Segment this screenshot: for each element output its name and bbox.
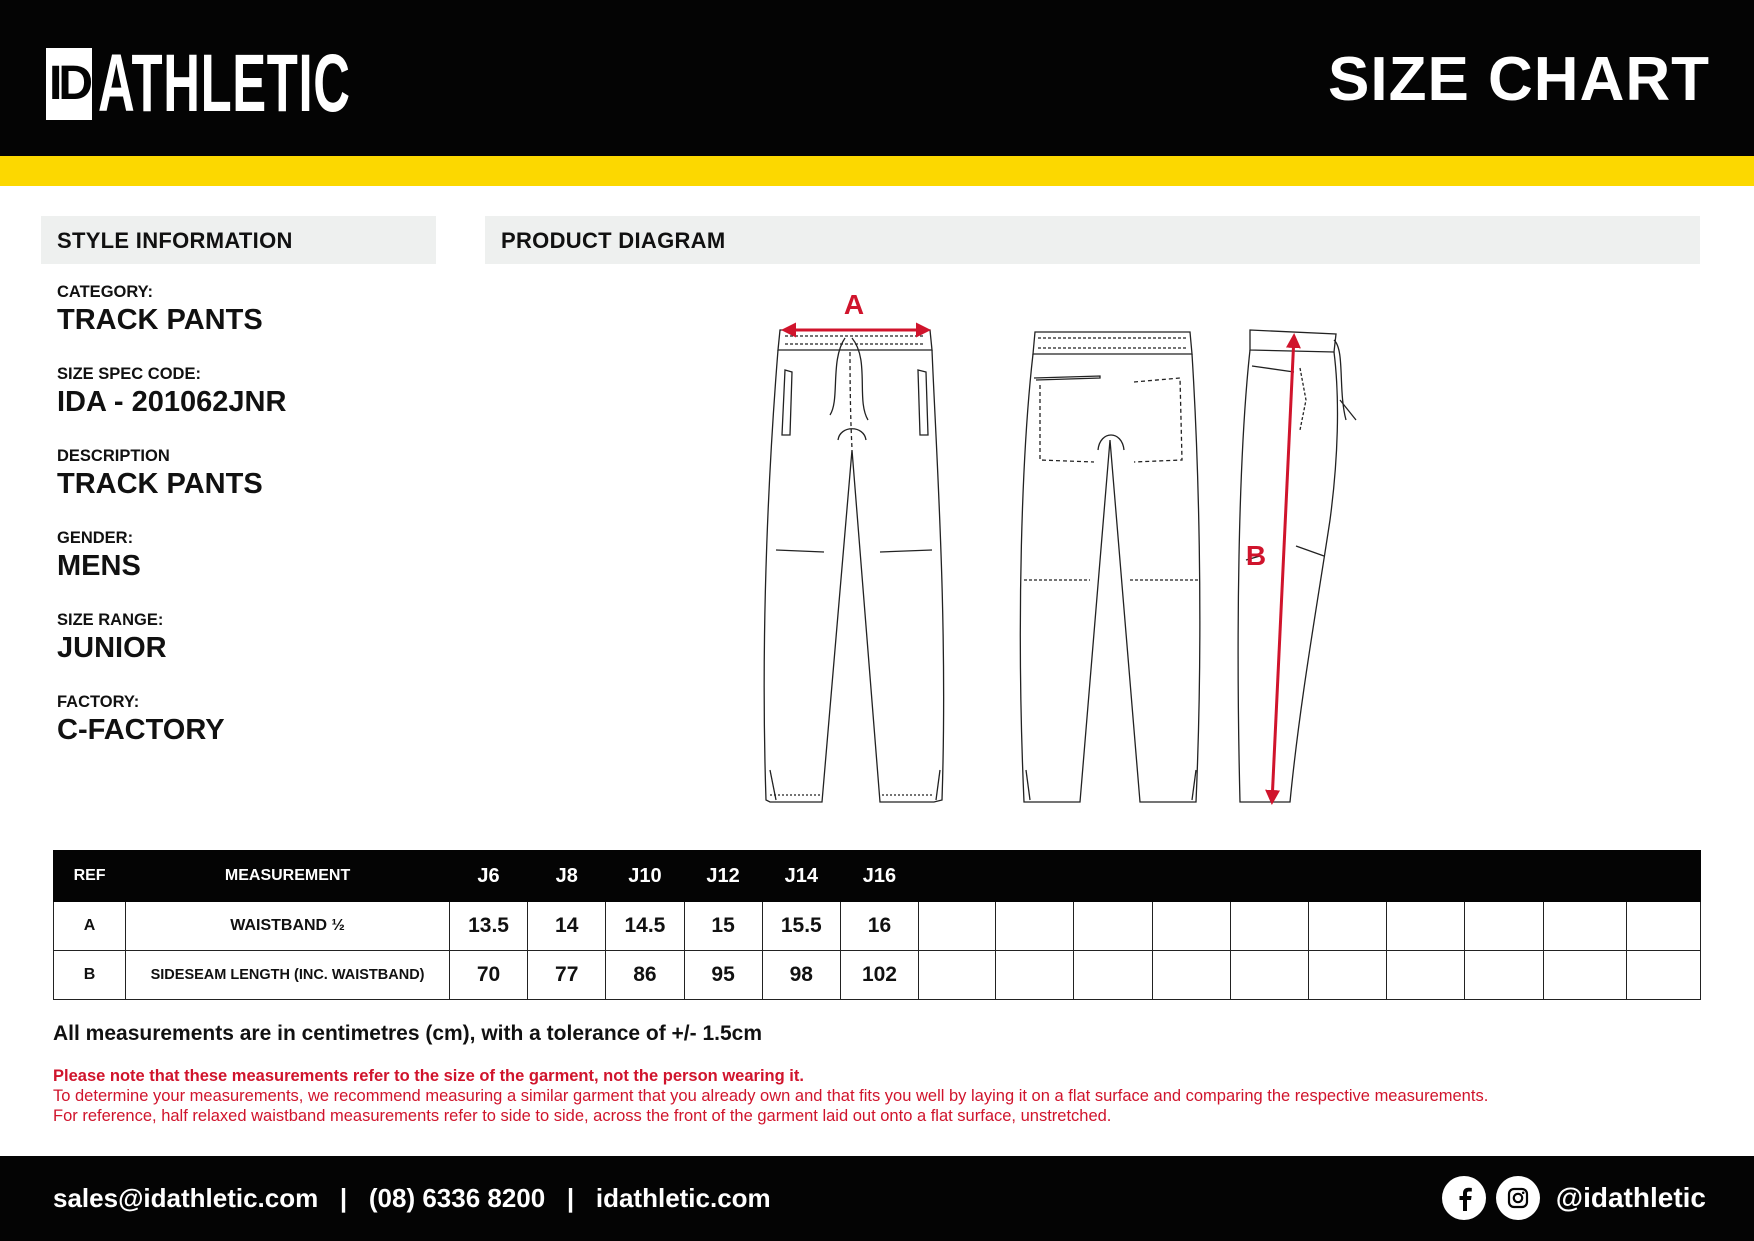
info-value: C-FACTORY: [57, 714, 225, 746]
size-value: 102: [840, 951, 918, 1000]
contact-line: sales@idathletic.com | (08) 6336 8200 | idathletic.com: [53, 1183, 771, 1213]
header-empty: [1465, 851, 1543, 902]
header-size: J6: [449, 851, 527, 902]
empty-cell: [1465, 902, 1543, 951]
back-pants-drawing: [1020, 332, 1200, 802]
info-label: FACTORY:: [57, 693, 140, 711]
logo-mark: ID: [46, 48, 92, 120]
footer-bar: [0, 1156, 1754, 1241]
size-value: 14: [528, 902, 606, 951]
logo-wordmark: ATHLETIC: [98, 38, 351, 129]
header-size: J8: [528, 851, 606, 902]
header-empty: [1309, 851, 1387, 902]
info-value: TRACK PANTS: [57, 304, 263, 336]
empty-cell: [1387, 902, 1465, 951]
product-diagram: [740, 282, 1360, 822]
header-empty: [1074, 851, 1152, 902]
size-value: 95: [684, 951, 762, 1000]
size-value: 98: [762, 951, 840, 1000]
style-information-heading: STYLE INFORMATION: [57, 228, 293, 253]
row-measurement: SIDESEAM LENGTH (INC. WAISTBAND): [126, 951, 450, 1000]
header-empty: [1543, 851, 1626, 902]
empty-cell: [919, 951, 996, 1000]
info-description: [57, 446, 437, 501]
size-value: 16: [840, 902, 918, 951]
header-ref: REF: [54, 851, 126, 902]
marker-a-label: A: [843, 289, 865, 320]
header-size: J12: [684, 851, 762, 902]
yellow-stripe: [0, 156, 1754, 186]
empty-cell: [1309, 951, 1387, 1000]
size-value: 70: [449, 951, 527, 1000]
info-factory: [57, 692, 437, 747]
size-value: 86: [606, 951, 684, 1000]
empty-cell: [1626, 951, 1700, 1000]
size-value: 15: [684, 902, 762, 951]
row-measurement: WAISTBAND ½: [126, 902, 450, 951]
info-value: MENS: [57, 550, 141, 582]
empty-cell: [1230, 951, 1308, 1000]
empty-cell: [1543, 902, 1626, 951]
social-handle[interactable]: @idathletic: [1555, 1182, 1706, 1213]
empty-cell: [1543, 951, 1626, 1000]
empty-cell: [919, 902, 996, 951]
empty-cell: [1309, 902, 1387, 951]
size-value: 14.5: [606, 902, 684, 951]
empty-cell: [1387, 951, 1465, 1000]
header-empty: [1230, 851, 1308, 902]
measurement-b-arrow: [1272, 336, 1294, 802]
measurement-notes: [53, 1066, 1713, 1126]
empty-cell: [996, 902, 1074, 951]
size-value: 15.5: [762, 902, 840, 951]
info-size-spec-code: [57, 364, 437, 419]
table-header-row: [54, 851, 1701, 902]
info-label: CATEGORY:: [57, 283, 153, 301]
front-pants-drawing: [764, 330, 943, 802]
header-empty: [1152, 851, 1230, 902]
measuring-advice: To determine your measurements, we recommend measuring a similar garment that you already own and that fits you well by laying it on a flat surface and comparing the respective measurements.: [53, 1087, 1489, 1105]
style-information-header: [41, 216, 436, 264]
size-value: 13.5: [449, 902, 527, 951]
garment-warning: Please note that these measurements refer to the size of the garment, not the person wearing it.: [53, 1067, 804, 1085]
info-category: [57, 282, 437, 337]
size-value: 77: [528, 951, 606, 1000]
instagram-icon[interactable]: [1496, 1176, 1540, 1220]
empty-cell: [1074, 902, 1152, 951]
empty-cell: [1152, 902, 1230, 951]
row-ref: B: [54, 951, 126, 1000]
empty-cell: [1230, 902, 1308, 951]
table-row: [54, 902, 1701, 951]
table-row: [54, 951, 1701, 1000]
id-athletic-logo: [46, 38, 505, 129]
units-note: All measurements are in centimetres (cm), with a tolerance of +/- 1.5cm: [53, 1022, 763, 1045]
header-empty: [996, 851, 1074, 902]
empty-cell: [1465, 951, 1543, 1000]
facebook-icon[interactable]: [1442, 1176, 1486, 1220]
info-label: SIZE SPEC CODE:: [57, 365, 201, 383]
header-empty: [919, 851, 996, 902]
size-table: [53, 850, 1701, 1000]
info-label: DESCRIPTION: [57, 447, 170, 465]
info-value: JUNIOR: [57, 632, 167, 664]
empty-cell: [1626, 902, 1700, 951]
header-size: J16: [840, 851, 918, 902]
info-size-range: [57, 610, 437, 665]
header-bar: [0, 0, 1754, 156]
header-size: J14: [762, 851, 840, 902]
empty-cell: [996, 951, 1074, 1000]
empty-cell: [1074, 951, 1152, 1000]
product-diagram-header: [485, 216, 1700, 264]
info-label: SIZE RANGE:: [57, 611, 164, 629]
page-title: SIZE CHART: [1328, 45, 1710, 114]
header-empty: [1387, 851, 1465, 902]
header-empty: [1626, 851, 1700, 902]
header-measurement: MEASUREMENT: [126, 851, 450, 902]
social-links: [1442, 1176, 1706, 1220]
header-size: J10: [606, 851, 684, 902]
phone-number[interactable]: (08) 6336 8200: [368, 1183, 546, 1213]
info-value: TRACK PANTS: [57, 468, 263, 500]
info-value: IDA - 201062JNR: [57, 386, 287, 418]
website-link[interactable]: idathletic.com: [595, 1183, 771, 1213]
product-diagram-heading: PRODUCT DIAGRAM: [501, 228, 726, 253]
style-information-list: [57, 282, 437, 774]
waistband-reference: For reference, half relaxed waistband measurements refer to side to side, across the front of the garment laid out onto a flat surface, unstretched.: [53, 1107, 1112, 1125]
marker-b-label: B: [1245, 540, 1267, 571]
info-label: GENDER:: [57, 529, 134, 547]
row-ref: A: [54, 902, 126, 951]
empty-cell: [1152, 951, 1230, 1000]
email-link[interactable]: sales@idathletic.com: [53, 1183, 319, 1213]
info-gender: [57, 528, 437, 583]
